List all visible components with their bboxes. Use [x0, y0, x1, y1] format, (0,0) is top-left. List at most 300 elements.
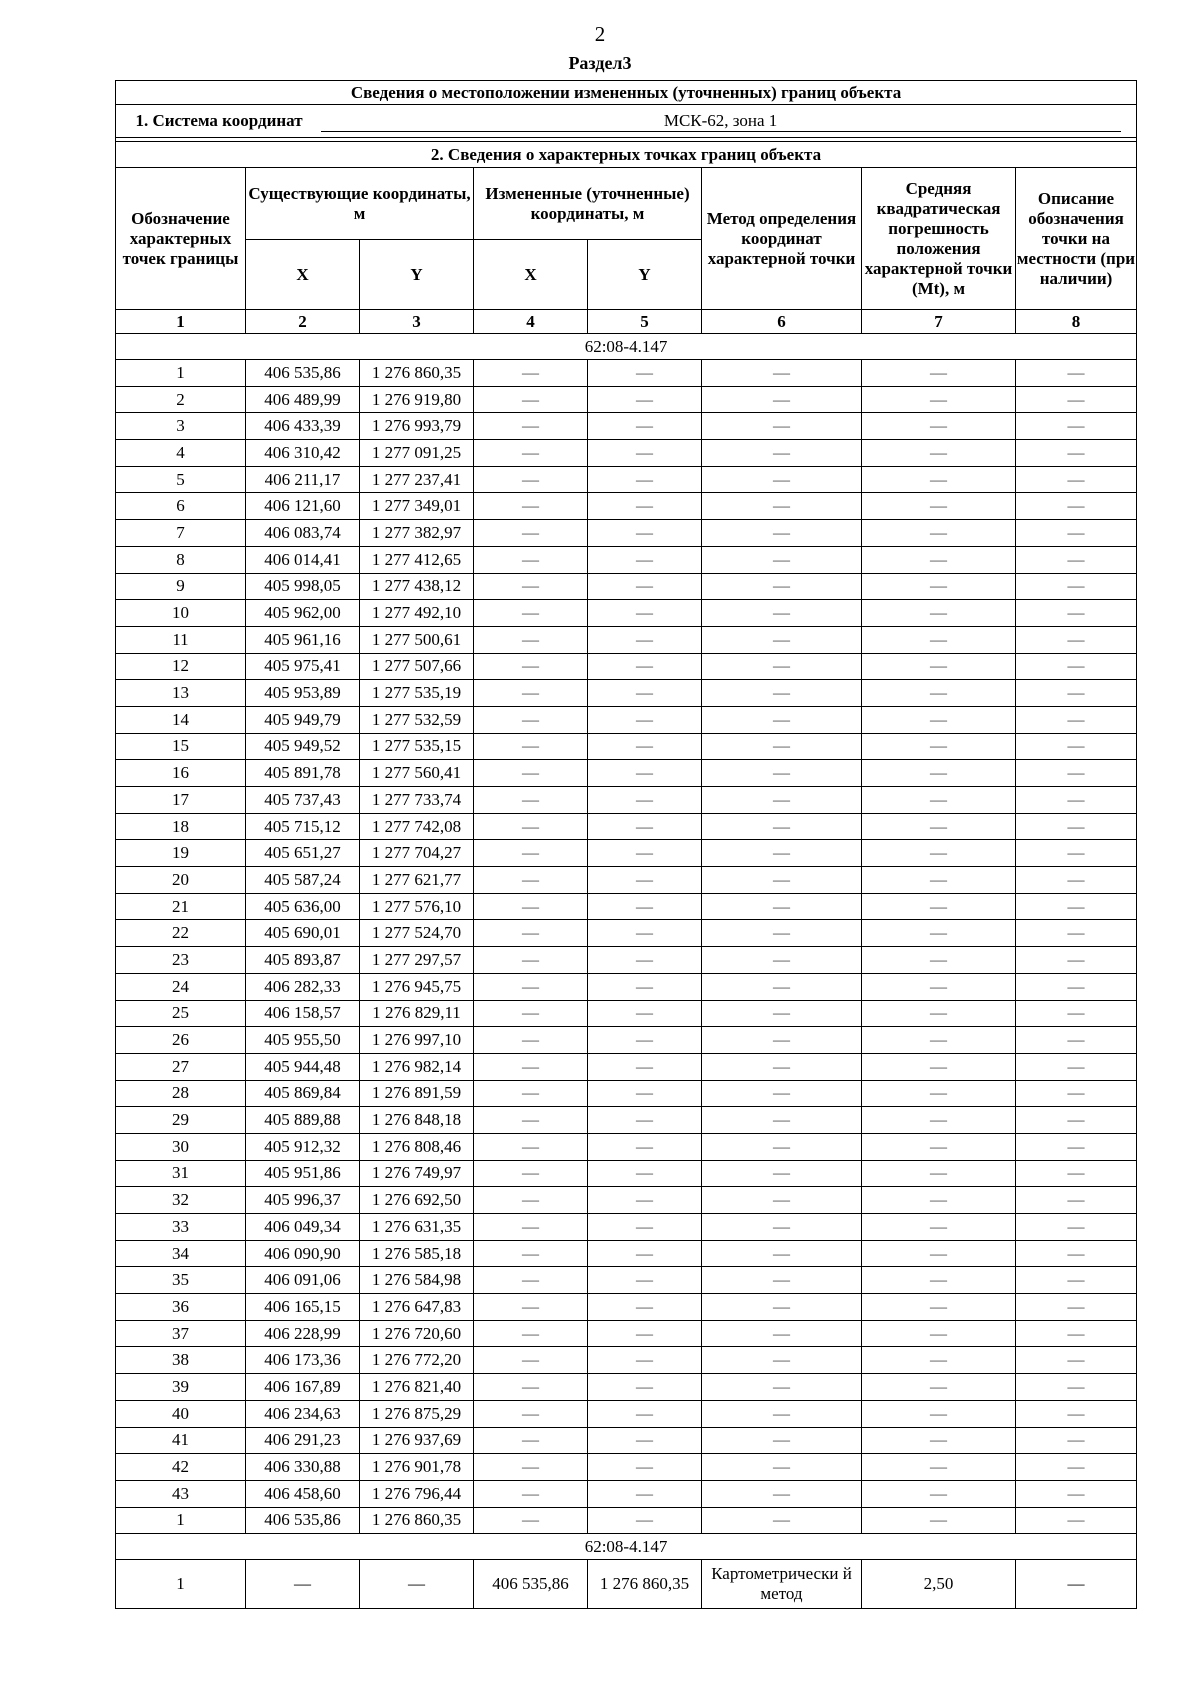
point-y: 1 276 584,98 — [360, 1267, 474, 1294]
point-changed-x: — — [474, 1240, 588, 1267]
point-method: — — [702, 1027, 862, 1054]
point-method: — — [702, 760, 862, 787]
point-description: — — [1016, 1000, 1137, 1027]
point-y: 1 276 945,75 — [360, 973, 474, 1000]
point-number: 30 — [116, 1133, 246, 1160]
point-description: — — [1016, 626, 1137, 653]
point-description: — — [1016, 680, 1137, 707]
point-error: — — [862, 1480, 1016, 1507]
point-y: 1 277 412,65 — [360, 546, 474, 573]
point-method: — — [702, 1507, 862, 1534]
point-changed-y: — — [588, 1267, 702, 1294]
point-method: — — [702, 466, 862, 493]
point-changed-y: — — [588, 360, 702, 387]
new-point-number: 1 — [116, 1560, 246, 1609]
point-method: — — [702, 893, 862, 920]
point-changed-x: — — [474, 706, 588, 733]
point-description: — — [1016, 787, 1137, 814]
point-method: — — [702, 867, 862, 894]
point-changed-x: — — [474, 893, 588, 920]
point-row — [116, 546, 1137, 573]
point-x: 405 737,43 — [246, 787, 360, 814]
header-method: Метод определения координат характерной точки — [702, 168, 862, 310]
point-x: 405 636,00 — [246, 893, 360, 920]
point-changed-y: — — [588, 1133, 702, 1160]
point-y: 1 277 524,70 — [360, 920, 474, 947]
point-y: 1 276 796,44 — [360, 1480, 474, 1507]
point-changed-y: — — [588, 1240, 702, 1267]
point-row — [116, 653, 1137, 680]
point-error: — — [862, 840, 1016, 867]
point-method: — — [702, 920, 862, 947]
point-number: 27 — [116, 1053, 246, 1080]
point-row — [116, 440, 1137, 467]
point-changed-x: — — [474, 787, 588, 814]
point-description: — — [1016, 1427, 1137, 1454]
point-method: — — [702, 1053, 862, 1080]
point-x: 406 291,23 — [246, 1427, 360, 1454]
point-error: — — [862, 386, 1016, 413]
point-x: 406 091,06 — [246, 1267, 360, 1294]
point-changed-y: — — [588, 1053, 702, 1080]
point-row — [116, 413, 1137, 440]
point-number: 6 — [116, 493, 246, 520]
point-changed-x: — — [474, 920, 588, 947]
point-y: 1 277 733,74 — [360, 787, 474, 814]
point-x: 405 651,27 — [246, 840, 360, 867]
point-error: — — [862, 440, 1016, 467]
point-x: 405 715,12 — [246, 813, 360, 840]
point-row — [116, 1240, 1137, 1267]
point-changed-x: — — [474, 1160, 588, 1187]
point-row — [116, 360, 1137, 387]
point-changed-x: — — [474, 600, 588, 627]
header-description: Описание обозначения точки на местности (при наличии) — [1016, 168, 1137, 310]
point-y: 1 277 532,59 — [360, 706, 474, 733]
point-x: 406 014,41 — [246, 546, 360, 573]
point-row — [116, 1507, 1137, 1534]
point-y: 1 277 704,27 — [360, 840, 474, 867]
point-row — [116, 1320, 1137, 1347]
point-number: 19 — [116, 840, 246, 867]
point-changed-y: — — [588, 760, 702, 787]
point-method: — — [702, 1267, 862, 1294]
point-x: 405 869,84 — [246, 1080, 360, 1107]
point-error: — — [862, 520, 1016, 547]
point-description: — — [1016, 440, 1137, 467]
point-y: 1 277 621,77 — [360, 867, 474, 894]
point-number: 11 — [116, 626, 246, 653]
point-description: — — [1016, 1267, 1137, 1294]
point-error: — — [862, 1053, 1016, 1080]
point-number: 14 — [116, 706, 246, 733]
point-changed-y: — — [588, 1160, 702, 1187]
point-number: 43 — [116, 1480, 246, 1507]
point-error: — — [862, 1507, 1016, 1534]
header-changed-y: Y — [588, 240, 702, 310]
point-method: — — [702, 1214, 862, 1241]
header-point: Обозначение характерных точек границы — [116, 168, 246, 310]
point-method: — — [702, 733, 862, 760]
point-changed-x: — — [474, 1053, 588, 1080]
point-y: 1 277 237,41 — [360, 466, 474, 493]
point-error: — — [862, 1000, 1016, 1027]
point-x: 406 535,86 — [246, 1507, 360, 1534]
point-x: 405 961,16 — [246, 626, 360, 653]
column-number: 6 — [702, 310, 862, 334]
point-method: — — [702, 413, 862, 440]
point-row — [116, 386, 1137, 413]
point-y: 1 276 749,97 — [360, 1160, 474, 1187]
point-row — [116, 1053, 1137, 1080]
point-error: — — [862, 573, 1016, 600]
point-description: — — [1016, 1080, 1137, 1107]
point-description: — — [1016, 1160, 1137, 1187]
point-x: 405 587,24 — [246, 867, 360, 894]
point-y: 1 277 742,08 — [360, 813, 474, 840]
point-x: 406 165,15 — [246, 1294, 360, 1321]
point-error: — — [862, 493, 1016, 520]
point-changed-x: — — [474, 386, 588, 413]
point-changed-y: — — [588, 1027, 702, 1054]
table-title: Сведения о местоположении измененных (уточненных) границ объекта — [116, 81, 1137, 105]
point-changed-x: — — [474, 493, 588, 520]
point-description: — — [1016, 1320, 1137, 1347]
point-description: — — [1016, 920, 1137, 947]
point-changed-y: — — [588, 1507, 702, 1534]
point-y: 1 276 901,78 — [360, 1454, 474, 1481]
point-error: — — [862, 1454, 1016, 1481]
point-error: — — [862, 1187, 1016, 1214]
point-changed-y: — — [588, 1347, 702, 1374]
point-x: 405 949,52 — [246, 733, 360, 760]
point-row — [116, 787, 1137, 814]
point-row — [116, 1480, 1137, 1507]
point-row — [116, 1027, 1137, 1054]
point-method: — — [702, 1374, 862, 1401]
point-y: 1 276 860,35 — [360, 1507, 474, 1534]
point-number: 23 — [116, 947, 246, 974]
point-row — [116, 600, 1137, 627]
point-changed-x: — — [474, 813, 588, 840]
point-description: — — [1016, 893, 1137, 920]
point-row — [116, 466, 1137, 493]
point-y: 1 276 821,40 — [360, 1374, 474, 1401]
point-changed-y: — — [588, 1294, 702, 1321]
point-description: — — [1016, 573, 1137, 600]
point-number: 15 — [116, 733, 246, 760]
point-description: — — [1016, 413, 1137, 440]
point-changed-x: — — [474, 546, 588, 573]
point-error: — — [862, 1374, 1016, 1401]
point-x: 406 121,60 — [246, 493, 360, 520]
point-row — [116, 1374, 1137, 1401]
point-number: 3 — [116, 413, 246, 440]
point-changed-x: — — [474, 1187, 588, 1214]
new-point-method: Картометрически й метод — [702, 1560, 862, 1609]
point-method: — — [702, 386, 862, 413]
point-changed-x: — — [474, 466, 588, 493]
point-changed-y: — — [588, 1107, 702, 1134]
point-y: 1 276 647,83 — [360, 1294, 474, 1321]
point-description: — — [1016, 947, 1137, 974]
point-changed-y: — — [588, 1320, 702, 1347]
point-changed-y: — — [588, 680, 702, 707]
point-description: — — [1016, 1133, 1137, 1160]
header-changed-x: X — [474, 240, 588, 310]
point-changed-x: — — [474, 1294, 588, 1321]
point-method: — — [702, 840, 862, 867]
point-number: 20 — [116, 867, 246, 894]
point-changed-y: — — [588, 1080, 702, 1107]
point-number: 7 — [116, 520, 246, 547]
point-changed-x: — — [474, 1347, 588, 1374]
point-y: 1 276 772,20 — [360, 1347, 474, 1374]
point-error: — — [862, 600, 1016, 627]
column-number: 7 — [862, 310, 1016, 334]
point-description: — — [1016, 1454, 1137, 1481]
point-description: — — [1016, 1187, 1137, 1214]
header-existing: Существующие координаты, м — [246, 168, 474, 240]
point-description: — — [1016, 386, 1137, 413]
point-y: 1 277 535,15 — [360, 733, 474, 760]
point-number: 4 — [116, 440, 246, 467]
point-error: — — [862, 360, 1016, 387]
point-description: — — [1016, 360, 1137, 387]
point-error: — — [862, 1240, 1016, 1267]
point-error: — — [862, 1133, 1016, 1160]
point-method: — — [702, 440, 862, 467]
point-method: — — [702, 520, 862, 547]
point-description: — — [1016, 466, 1137, 493]
point-changed-x: — — [474, 947, 588, 974]
point-error: — — [862, 733, 1016, 760]
point-description: — — [1016, 1027, 1137, 1054]
point-row — [116, 1133, 1137, 1160]
point-x: 406 228,99 — [246, 1320, 360, 1347]
point-changed-y: — — [588, 893, 702, 920]
point-number: 34 — [116, 1240, 246, 1267]
point-changed-y: — — [588, 1454, 702, 1481]
point-changed-y: — — [588, 787, 702, 814]
point-x: 405 893,87 — [246, 947, 360, 974]
point-method: — — [702, 626, 862, 653]
point-method: — — [702, 1480, 862, 1507]
point-description: — — [1016, 1053, 1137, 1080]
point-row — [116, 1187, 1137, 1214]
point-number: 35 — [116, 1267, 246, 1294]
point-changed-y: — — [588, 1480, 702, 1507]
point-description: — — [1016, 1240, 1137, 1267]
point-number: 31 — [116, 1160, 246, 1187]
point-changed-y: — — [588, 867, 702, 894]
point-changed-y: — — [588, 973, 702, 1000]
point-changed-x: — — [474, 680, 588, 707]
point-row — [116, 1267, 1137, 1294]
point-changed-x: — — [474, 1454, 588, 1481]
point-changed-y: — — [588, 1400, 702, 1427]
point-row — [116, 573, 1137, 600]
point-number: 12 — [116, 653, 246, 680]
point-method: — — [702, 546, 862, 573]
point-row — [116, 813, 1137, 840]
point-row — [116, 706, 1137, 733]
point-number: 26 — [116, 1027, 246, 1054]
point-y: 1 276 631,35 — [360, 1214, 474, 1241]
point-method: — — [702, 1240, 862, 1267]
point-number: 25 — [116, 1000, 246, 1027]
point-y: 1 276 848,18 — [360, 1107, 474, 1134]
point-row — [116, 626, 1137, 653]
point-changed-y: — — [588, 947, 702, 974]
point-y: 1 276 585,18 — [360, 1240, 474, 1267]
point-error: — — [862, 466, 1016, 493]
point-description: — — [1016, 1294, 1137, 1321]
point-row — [116, 1214, 1137, 1241]
point-x: 405 951,86 — [246, 1160, 360, 1187]
point-error: — — [862, 893, 1016, 920]
point-description: — — [1016, 1400, 1137, 1427]
point-error: — — [862, 1107, 1016, 1134]
point-changed-y: — — [588, 546, 702, 573]
point-number: 8 — [116, 546, 246, 573]
point-number: 42 — [116, 1454, 246, 1481]
point-x: 405 996,37 — [246, 1187, 360, 1214]
point-changed-y: — — [588, 1214, 702, 1241]
point-y: 1 276 982,14 — [360, 1053, 474, 1080]
column-number: 1 — [116, 310, 246, 334]
point-row — [116, 920, 1137, 947]
point-changed-x: — — [474, 1000, 588, 1027]
point-x: 406 535,86 — [246, 360, 360, 387]
point-y: 1 277 500,61 — [360, 626, 474, 653]
point-row — [116, 1000, 1137, 1027]
point-changed-y: — — [588, 520, 702, 547]
point-changed-y: — — [588, 1000, 702, 1027]
point-row — [116, 867, 1137, 894]
point-error: — — [862, 1267, 1016, 1294]
point-changed-y: — — [588, 413, 702, 440]
point-error: — — [862, 760, 1016, 787]
point-x: 405 912,32 — [246, 1133, 360, 1160]
point-error: — — [862, 1027, 1016, 1054]
point-y: 1 276 692,50 — [360, 1187, 474, 1214]
point-error: — — [862, 1347, 1016, 1374]
point-x: 405 998,05 — [246, 573, 360, 600]
new-point-description: — — [1016, 1560, 1137, 1609]
point-x: 406 167,89 — [246, 1374, 360, 1401]
point-changed-y: — — [588, 733, 702, 760]
new-point-error: 2,50 — [862, 1560, 1016, 1609]
point-changed-x: — — [474, 1107, 588, 1134]
point-changed-y: — — [588, 440, 702, 467]
point-changed-y: — — [588, 653, 702, 680]
point-error: — — [862, 626, 1016, 653]
point-description: — — [1016, 600, 1137, 627]
point-number: 5 — [116, 466, 246, 493]
point-changed-x: — — [474, 360, 588, 387]
point-method: — — [702, 600, 862, 627]
new-point-y: 1 276 860,35 — [588, 1560, 702, 1609]
point-changed-y: — — [588, 840, 702, 867]
point-x: 405 962,00 — [246, 600, 360, 627]
point-x: 405 891,78 — [246, 760, 360, 787]
point-y: 1 276 829,11 — [360, 1000, 474, 1027]
point-error: — — [862, 867, 1016, 894]
point-number: 41 — [116, 1427, 246, 1454]
point-number: 2 — [116, 386, 246, 413]
point-method: — — [702, 1160, 862, 1187]
column-number: 5 — [588, 310, 702, 334]
coord-system-value: МСК-62, зона 1 — [321, 111, 1121, 132]
point-description: — — [1016, 813, 1137, 840]
point-row — [116, 947, 1137, 974]
point-description: — — [1016, 973, 1137, 1000]
point-description: — — [1016, 1347, 1137, 1374]
point-x: 406 282,33 — [246, 973, 360, 1000]
point-number: 36 — [116, 1294, 246, 1321]
section-title: Раздел3 — [568, 53, 632, 73]
point-changed-x: — — [474, 653, 588, 680]
new-parcel-id: 62:08-4.147 — [116, 1534, 1137, 1560]
point-x: 405 953,89 — [246, 680, 360, 707]
point-changed-x: — — [474, 440, 588, 467]
point-x: 406 330,88 — [246, 1454, 360, 1481]
new-point-x: 406 535,86 — [474, 1560, 588, 1609]
coord-system-row — [116, 105, 1137, 138]
point-row — [116, 893, 1137, 920]
point-changed-y: — — [588, 573, 702, 600]
point-row — [116, 973, 1137, 1000]
parcel-id: 62:08-4.147 — [116, 334, 1137, 360]
point-number: 29 — [116, 1107, 246, 1134]
point-y: 1 277 438,12 — [360, 573, 474, 600]
point-description: — — [1016, 1374, 1137, 1401]
point-changed-x: — — [474, 413, 588, 440]
point-x: 406 090,90 — [246, 1240, 360, 1267]
column-number: 8 — [1016, 310, 1137, 334]
point-number: 18 — [116, 813, 246, 840]
point-changed-y: — — [588, 920, 702, 947]
point-changed-y: — — [588, 493, 702, 520]
point-number: 38 — [116, 1347, 246, 1374]
point-x: 405 944,48 — [246, 1053, 360, 1080]
point-description: — — [1016, 493, 1137, 520]
point-error: — — [862, 947, 1016, 974]
point-number: 1 — [116, 360, 246, 387]
point-y: 1 276 993,79 — [360, 413, 474, 440]
point-y: 1 276 720,60 — [360, 1320, 474, 1347]
new-point-existing-x: — — [246, 1560, 360, 1609]
point-description: — — [1016, 867, 1137, 894]
point-changed-x: — — [474, 626, 588, 653]
point-changed-y: — — [588, 600, 702, 627]
header-existing-y: Y — [360, 240, 474, 310]
point-row — [116, 1427, 1137, 1454]
point-y: 1 277 535,19 — [360, 680, 474, 707]
point-y: 1 276 937,69 — [360, 1427, 474, 1454]
point-changed-y: — — [588, 626, 702, 653]
point-method: — — [702, 1080, 862, 1107]
point-changed-x: — — [474, 1427, 588, 1454]
point-description: — — [1016, 706, 1137, 733]
point-changed-y: — — [588, 813, 702, 840]
point-changed-y: — — [588, 386, 702, 413]
point-changed-x: — — [474, 1374, 588, 1401]
point-method: — — [702, 1187, 862, 1214]
point-method: — — [702, 1107, 862, 1134]
point-row — [116, 1294, 1137, 1321]
